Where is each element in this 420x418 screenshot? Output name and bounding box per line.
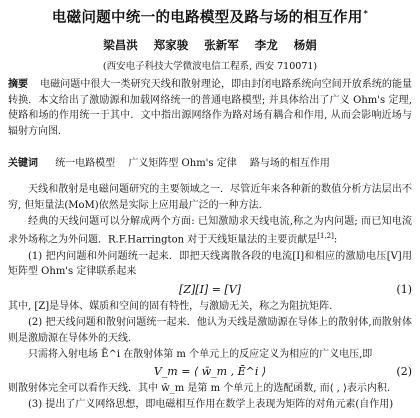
equation-1	[8, 280, 412, 299]
equation-number: (1)	[396, 283, 412, 297]
body-text	[8, 182, 412, 413]
paragraph: 天线和散射是电磁问题研究的主要领域之一．尽管近年来各种新的数值分析方法层出不穷, 但矩量法(MoM)依然是实际上应用最广泛的一种方法.	[8, 184, 412, 211]
equation-2	[8, 362, 412, 381]
paragraph	[8, 214, 412, 249]
keyword-item: 统一电路模型	[55, 158, 116, 169]
abstract-text: 电磁问题中很大一类研究天线和散射理论，即由封闭电路系统向空间开放系统的能量转换．本文给出了激励源和加载网络统一的普通电路模型; 并具体给出了广义 Ohm's 定理, 使路和场的作用统一于其中．文中指出源网络作为路对场有耦合和作用, 从而会影响近场与辐射方向图．	[8, 79, 413, 137]
equation-expression: [Z][I] = [V]	[179, 283, 241, 297]
paragraph: 其中, [Z]是导体、媒质和空间的固有特性，与激励无关，称之为阻抗矩阵.	[8, 301, 333, 313]
paragraph: (3) 提出了广义网络思想，即电磁相互作用在数学上表现为矩阵的对角元素(自作用)	[28, 399, 394, 411]
author-list: 梁昌洪 郑家骏 张新军 李龙 杨娟	[103, 38, 317, 52]
keywords	[8, 154, 412, 169]
paragraph-end: :	[333, 234, 338, 246]
paragraph: (2) 把天线问题和散射问题统一起来．他认为天线是激励源在导体上的散射体,而散射体则是激励源在导体外的天线．	[8, 316, 412, 344]
keyword-item: 路与场的相互作用	[249, 158, 330, 169]
affiliation: (西安电子科技大学微波电信工程系, 西安 710071)	[102, 61, 318, 72]
equation-number: (2)	[396, 365, 412, 379]
abstract	[8, 77, 412, 139]
title-text: 电磁问题中统一的电路模型及路与场的相互作用	[51, 10, 363, 26]
keywords-label: 关键词	[8, 158, 38, 169]
paper-title	[0, 6, 420, 27]
abstract-label: 摘要	[8, 79, 29, 90]
equation-expression: V_m = ⟨ w̄_m , Ē^i ⟩	[153, 365, 267, 379]
citation: [1,2]	[317, 232, 334, 241]
title-footnote-mark: *	[363, 9, 369, 19]
paragraph: 只需将入射电场 Ē^i 在散射体第 m 个单元上的反应定义为相应的广义电压,即	[28, 348, 373, 360]
paragraph-text: 经典的天线问题可以分解成两个方面: 已知激励求天线电流,称之为内问题; 而已知电流求外场称之为外问题．R.F.Harrington 对于天线矩量法的主要贡献是	[8, 215, 412, 246]
paragraph: 则散射体完全可以看作天线．其中 w̄_m 是第 m 个单元上的选配函数, 而⟨ , ⟩表示内积.	[8, 383, 391, 395]
paragraph: (1) 把内问题和外问题统一起来．即把天线离散各段的电流[I]和相应的激励电压[V]用矩阵型 Ohm's 定律联系起来	[8, 250, 412, 278]
keyword-item: 广义矩阵型 Ohm's 定律	[128, 158, 237, 169]
